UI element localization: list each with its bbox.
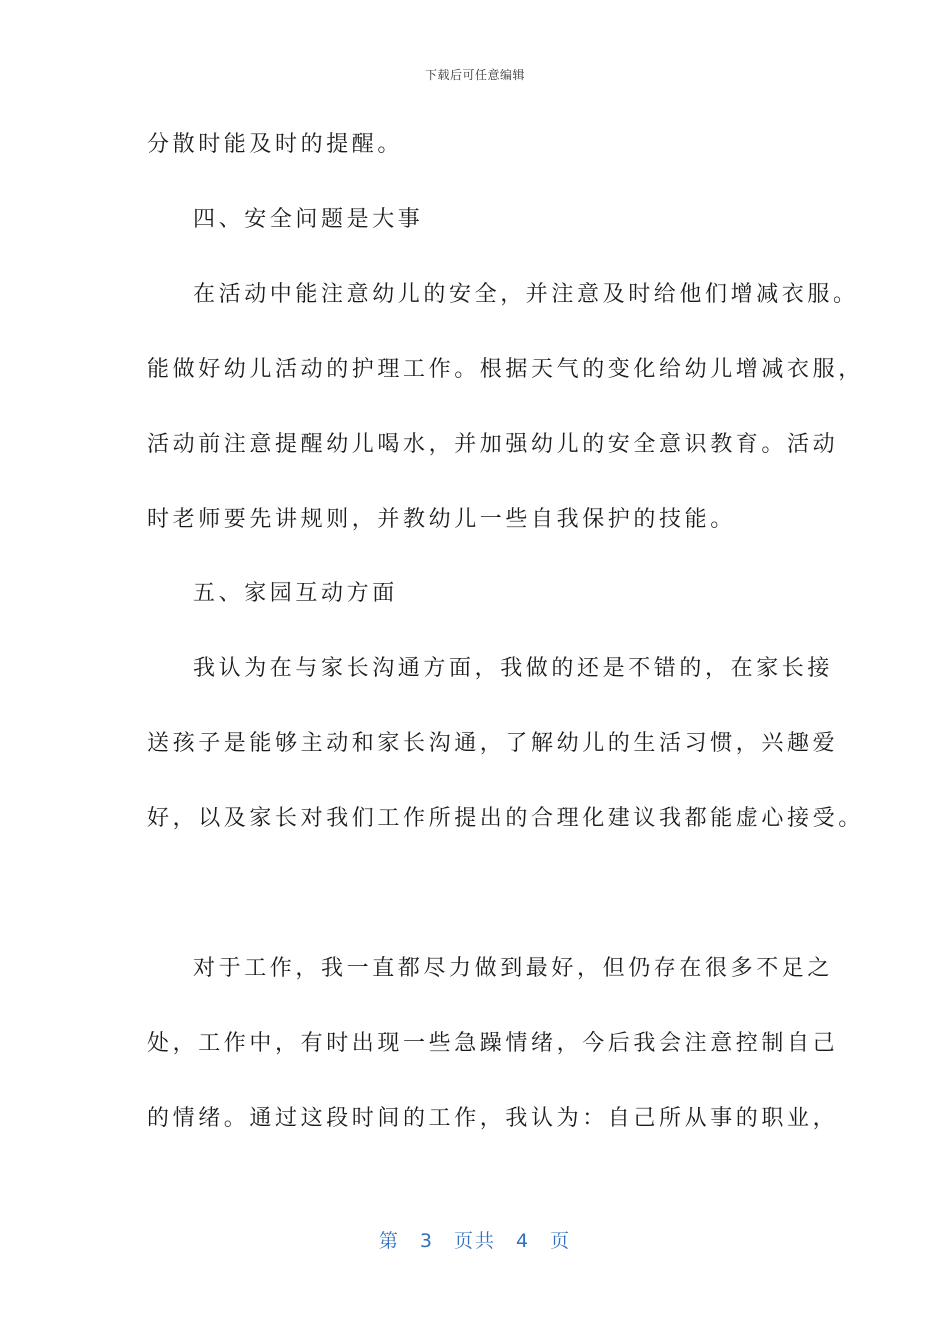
paragraph-line: 处，工作中，有时出现一些急躁情绪，今后我会注意控制自己 [147,1031,839,1056]
paragraph-line: 我认为在与家长沟通方面，我做的还是不错的，在家长接 [193,656,834,681]
header-note: 下载后可任意编辑 [424,68,525,82]
paragraph-line: 送孩子是能够主动和家长沟通，了解幼儿的生活习惯，兴趣爱 [147,731,839,756]
paragraph-line: 的情绪。通过这段时间的工作，我认为：自己所从事的职业， [147,1106,839,1131]
paragraph-line: 好，以及家长对我们工作所提出的合理化建议我都能虚心接受。 [147,806,864,831]
paragraph-line: 活动前注意提醒幼儿喝水，并加强幼儿的安全意识教育。活动 [147,432,839,457]
paragraph-line: 分散时能及时的提醒。 [147,132,404,157]
paragraph-line: 在活动中能注意幼儿的安全，并注意及时给他们增减衣服。 [193,282,859,307]
section-heading-safety: 四、安全问题是大事 [193,207,424,232]
paragraph-line: 能做好幼儿活动的护理工作。根据天气的变化给幼儿增减衣服， [147,357,864,382]
paragraph-line: 时老师要先讲规则，并教幼儿一些自我保护的技能。 [147,507,736,532]
page-indicator: 第 3 页共 4 页 [378,1230,572,1252]
section-heading-home-school: 五、家园互动方面 [193,581,398,606]
paragraph-line: 对于工作，我一直都尽力做到最好，但仍存在很多不足之 [193,956,834,981]
